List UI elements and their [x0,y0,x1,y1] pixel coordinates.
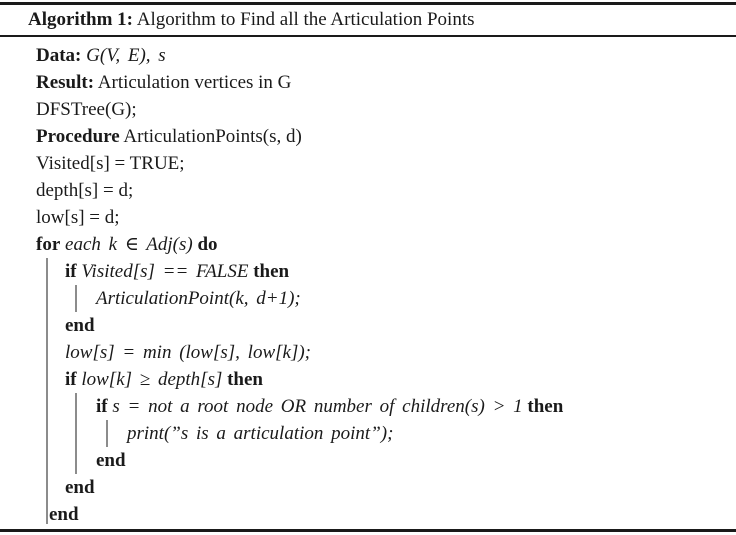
end-for-line: end [49,504,79,525]
if-keyword: if [65,369,77,390]
end-if-visited-line: end [65,315,95,336]
caption-label: Algorithm 1: [28,9,134,30]
if-keyword: if [65,261,77,282]
print-line: print(”s is a articulation point”); [127,423,394,444]
if-visited-line [65,258,736,285]
then-keyword: then [527,396,564,417]
if-visited-condition: Visited[s] == FALSE [81,261,249,282]
visited-assign-line: Visited[s] = TRUE; [36,153,185,174]
for-loop-block [36,258,736,528]
dfstree-call-line: DFSTree(G); [36,99,137,120]
if-low-depth-line [65,366,736,393]
algorithm-body [0,37,736,528]
data-label: Data: [36,45,82,66]
for-loop-body [48,258,736,501]
recursive-call-line: ArticulationPoint(k, d+1); [96,288,301,309]
end-if-low-depth-line: end [65,477,95,498]
depth-assign-line: depth[s] = d; [36,180,134,201]
if-keyword: if [96,396,108,417]
bottom-rule [0,529,736,532]
for-keyword: for [36,234,61,255]
procedure-line [36,123,736,150]
data-value: G(V, E), s [86,45,166,66]
if-root-children-line [96,393,736,420]
for-block-rule [46,258,48,524]
procedure-signature: ArticulationPoints(s, d) [123,126,302,147]
for-condition: each k ∈ Adj(s) [65,234,193,255]
if-visited-body [75,285,736,312]
result-label: Result: [36,72,95,93]
if-low-depth-condition: low[k] ≥ depth[s] [81,369,223,390]
if-root-children-body [106,420,736,447]
for-loop-line [36,231,736,258]
then-keyword: then [227,369,264,390]
end-if-root-children-line: end [96,450,126,471]
low-assign-line: low[s] = d; [36,207,120,228]
algorithm-caption [0,5,736,35]
if-root-children-condition: s = not a root node OR number of children(s) > 1 [112,396,523,417]
if-low-depth-body [75,393,736,474]
caption-title: Algorithm to Find all the Articulation Points [136,9,475,30]
result-line [36,69,736,96]
procedure-label: Procedure [36,126,120,147]
then-keyword: then [253,261,290,282]
do-keyword: do [197,234,218,255]
data-line [36,42,736,69]
low-min-line: low[s] = min (low[s], low[k]); [65,342,311,363]
result-value: Articulation vertices in G [97,72,292,93]
